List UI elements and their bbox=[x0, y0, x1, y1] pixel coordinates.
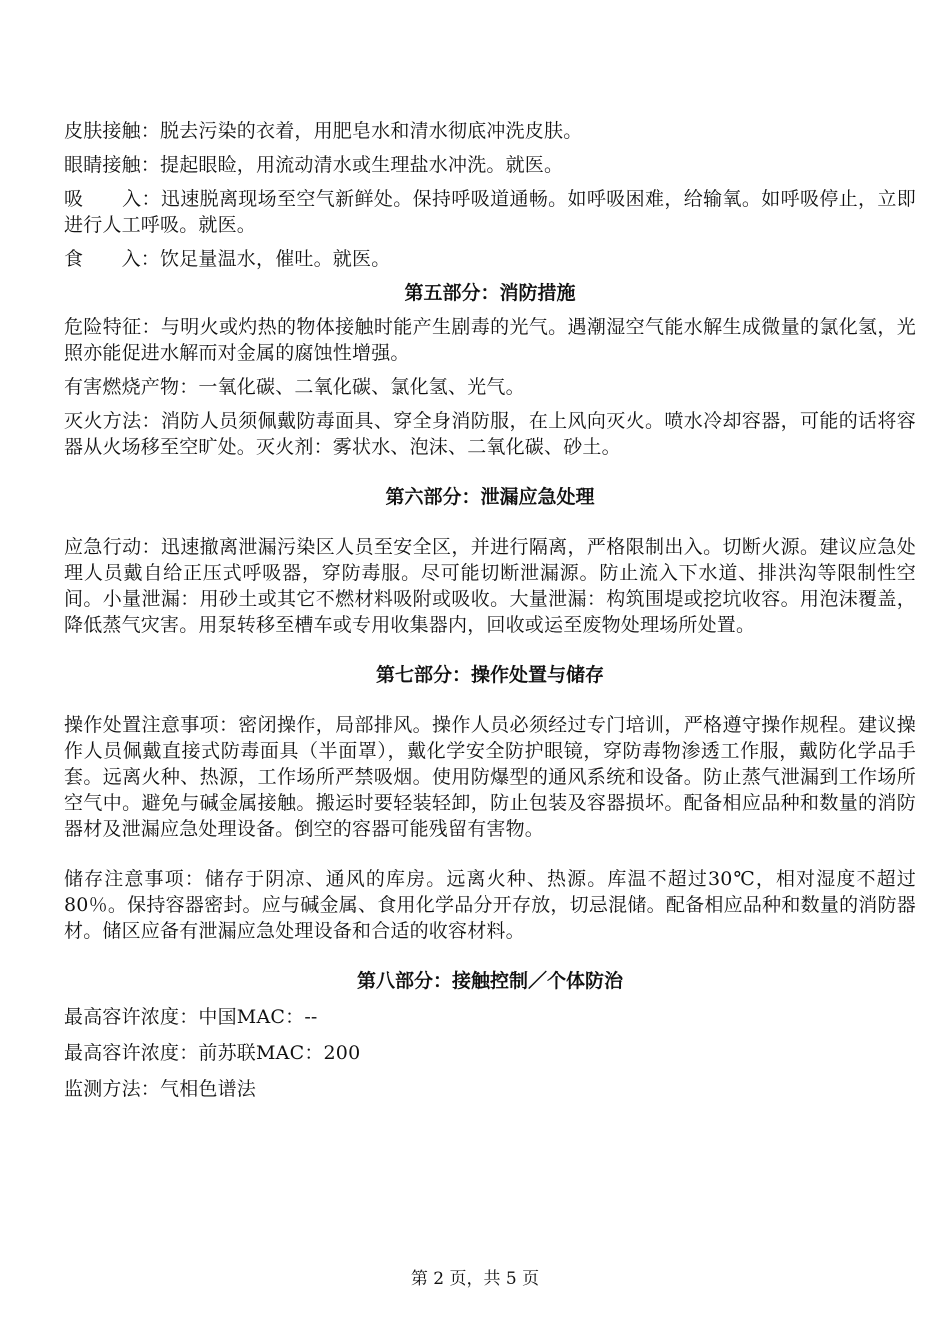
emergency-response-text: 应急行动：迅速撤离泄漏污染区人员至安全区，并进行隔离，严格限制出入。切断火源。建议应急处理人员戴自给正压式呼吸器，穿防毒服。尽可能切断泄漏源。防止流入下水道、排洪沟等限制性空间。小量泄漏：用砂土或其它不燃材料吸附或吸收。大量泄漏：构筑围堤或挖坑收容。用泡沫覆盖，降低蒸气灾害。用泵转移至槽车或专用收集器内，回收或运至废物处理场所处置。 bbox=[64, 536, 916, 636]
section-title-part6: 第六部分：泄漏应急处理 bbox=[385, 486, 595, 508]
extinguishing-method-text: 灭火方法：消防人员须佩戴防毒面具、穿全身消防服，在上风向灭火。喷水冷却容器，可能的话将容器从火场移至空旷处。灭火剂：雾状水、泡沫、二氧化碳、砂土。 bbox=[64, 410, 916, 458]
mac-china-text: 最高容许浓度：中国MAC：-- bbox=[64, 1006, 318, 1028]
fire-hazard-text: 危险特征：与明火或灼热的物体接触时能产生剧毒的光气。遇潮湿空气能水解生成微量的氯化氢，光照亦能促进水解而对金属的腐蚀性增强。 bbox=[64, 316, 916, 364]
monitoring-method-text: 监测方法：气相色谱法 bbox=[64, 1078, 257, 1100]
combustion-products-text: 有害燃烧产物：一氧化碳、二氧化碳、氯化氢、光气。 bbox=[64, 376, 525, 398]
storage-precautions-text: 储存注意事项：储存于阴凉、通风的库房。远离火种、热源。库温不超过30℃，相对湿度不超过80％。保持容器密封。应与碱金属、食用化学品分开存放，切忌混储。配备相应品种和数量的消防器材。储区应备有泄漏应急处理设备和合适的收容材料。 bbox=[64, 868, 916, 942]
first-aid-ingestion: 食 入：饮足量温水，催吐。就医。 bbox=[64, 248, 391, 270]
section-title-part8: 第八部分：接触控制／个体防治 bbox=[356, 970, 623, 992]
first-aid-eyes: 眼睛接触：提起眼睑，用流动清水或生理盐水冲洗。就医。 bbox=[64, 154, 564, 176]
section-title-part5: 第五部分：消防措施 bbox=[404, 282, 576, 304]
section-title-part7: 第七部分：操作处置与储存 bbox=[375, 664, 604, 686]
document-page bbox=[64, 118, 916, 1102]
page-footer: 第 2 页，共 5 页 bbox=[410, 1269, 540, 1289]
handling-precautions-text: 操作处置注意事项：密闭操作，局部排风。操作人员必须经过专门培训，严格遵守操作规程。建议操作人员佩戴直接式防毒面具（半面罩），戴化学安全防护眼镜，穿防毒物渗透工作服，戴防化学品手套。远离火种、热源，工作场所严禁吸烟。使用防爆型的通风系统和设备。防止蒸气泄漏到工作场所空气中。避免与碱金属接触。搬运时要轻装轻卸，防止包装及容器损坏。配备相应品种和数量的消防器材及泄漏应急处理设备。倒空的容器可能残留有害物。 bbox=[64, 714, 916, 840]
first-aid-inhalation: 吸 入：迅速脱离现场至空气新鲜处。保持呼吸道通畅。如呼吸困难，给输氧。如呼吸停止，立即进行人工呼吸。就医。 bbox=[64, 188, 916, 236]
mac-ussr-text: 最高容许浓度：前苏联MAC：200 bbox=[64, 1042, 361, 1064]
first-aid-skin: 皮肤接触：脱去污染的衣着，用肥皂水和清水彻底冲洗皮肤。 bbox=[64, 120, 583, 142]
